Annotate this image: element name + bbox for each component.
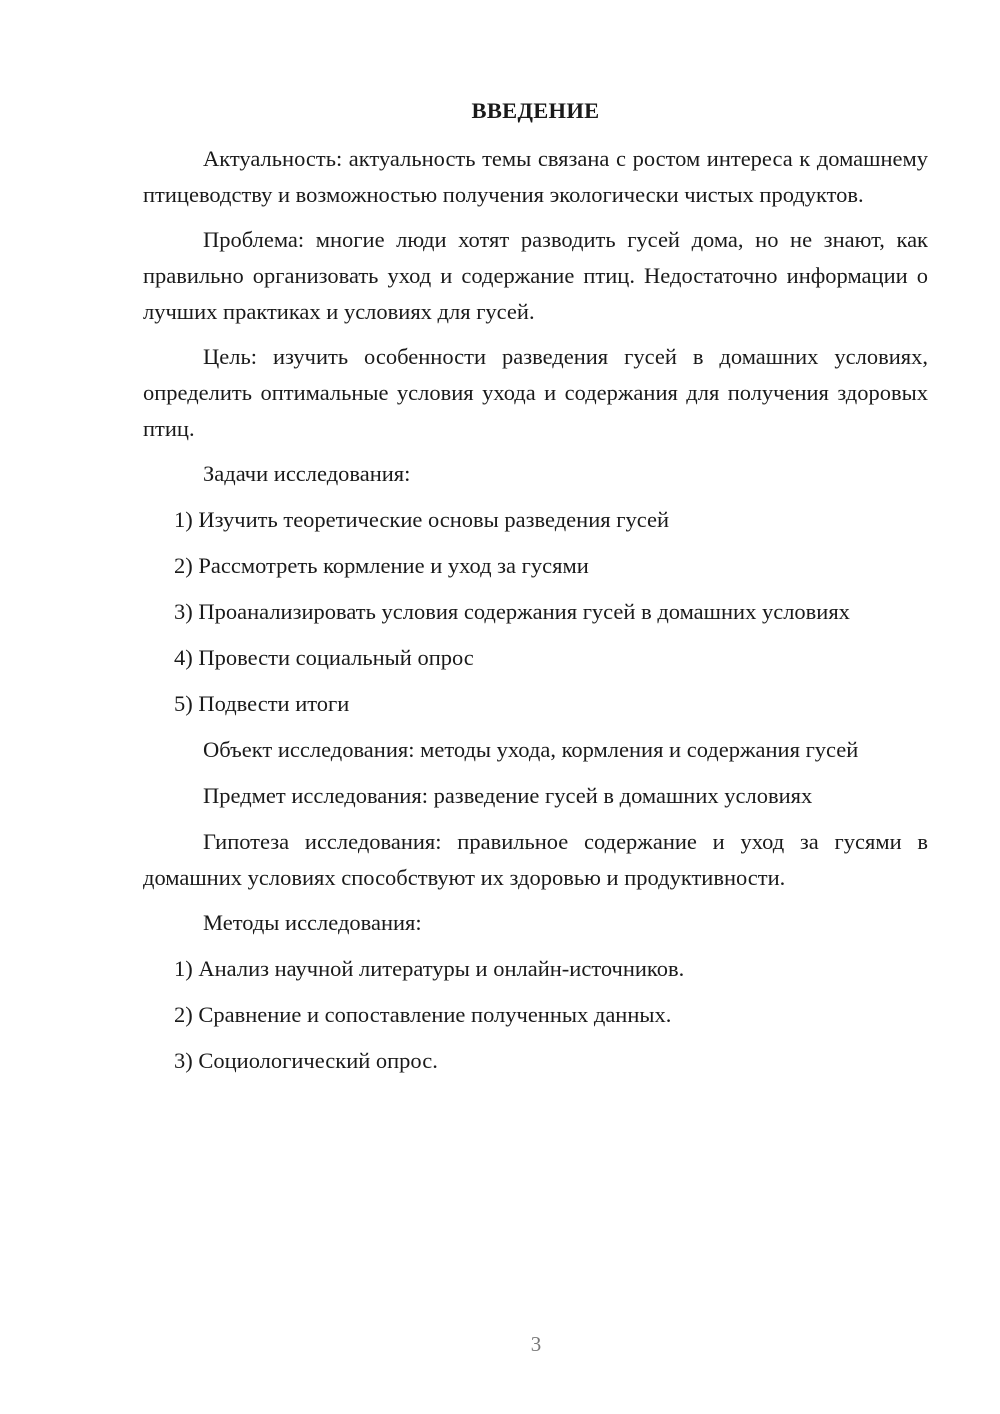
method-item: 3) Социологический опрос. [174,1048,438,1073]
method-item: 1) Анализ научной литературы и онлайн-источников. [174,956,685,981]
relevance-paragraph: Актуальность: актуальность темы связана с ростом интереса к домашнему птицеводству и возможностью получения экологически чистых продуктов. [143,146,928,207]
method-item: 2) Сравнение и сопоставление полученных данных. [174,1002,672,1027]
tasks-heading: Задачи исследования: [203,461,411,486]
task-item: 1) Изучить теоретические основы разведения гусей [174,507,669,532]
task-item: 2) Рассмотреть кормление и уход за гусями [174,553,589,578]
goal-paragraph: Цель: изучить особенности разведения гусей в домашних условиях, определить оптимальные условия ухода и содержания для получения здоровых птиц. [143,344,928,441]
task-item: 3) Проанализировать условия содержания гусей в домашних условиях [174,599,850,624]
section-title: ВВЕДЕНИЕ [471,98,600,123]
task-item: 4) Провести социальный опрос [174,645,474,670]
research-subject: Предмет исследования: разведение гусей в домашних условиях [203,783,813,808]
task-item: 5) Подвести итоги [174,691,350,716]
page-content [143,93,928,1089]
methods-heading: Методы исследования: [203,910,422,935]
problem-paragraph: Проблема: многие люди хотят разводить гусей дома, но не знают, как правильно организовать уход и содержание птиц. Недостаточно информации о лучших практиках и условиях для гусей. [143,227,928,324]
hypothesis-paragraph: Гипотеза исследования: правильное содержание и уход за гусями в домашних условиях способствуют их здоровью и продуктивности. [143,829,928,890]
page-number: 3 [530,1332,542,1356]
research-object: Объект исследования: методы ухода, кормления и содержания гусей [203,737,859,762]
